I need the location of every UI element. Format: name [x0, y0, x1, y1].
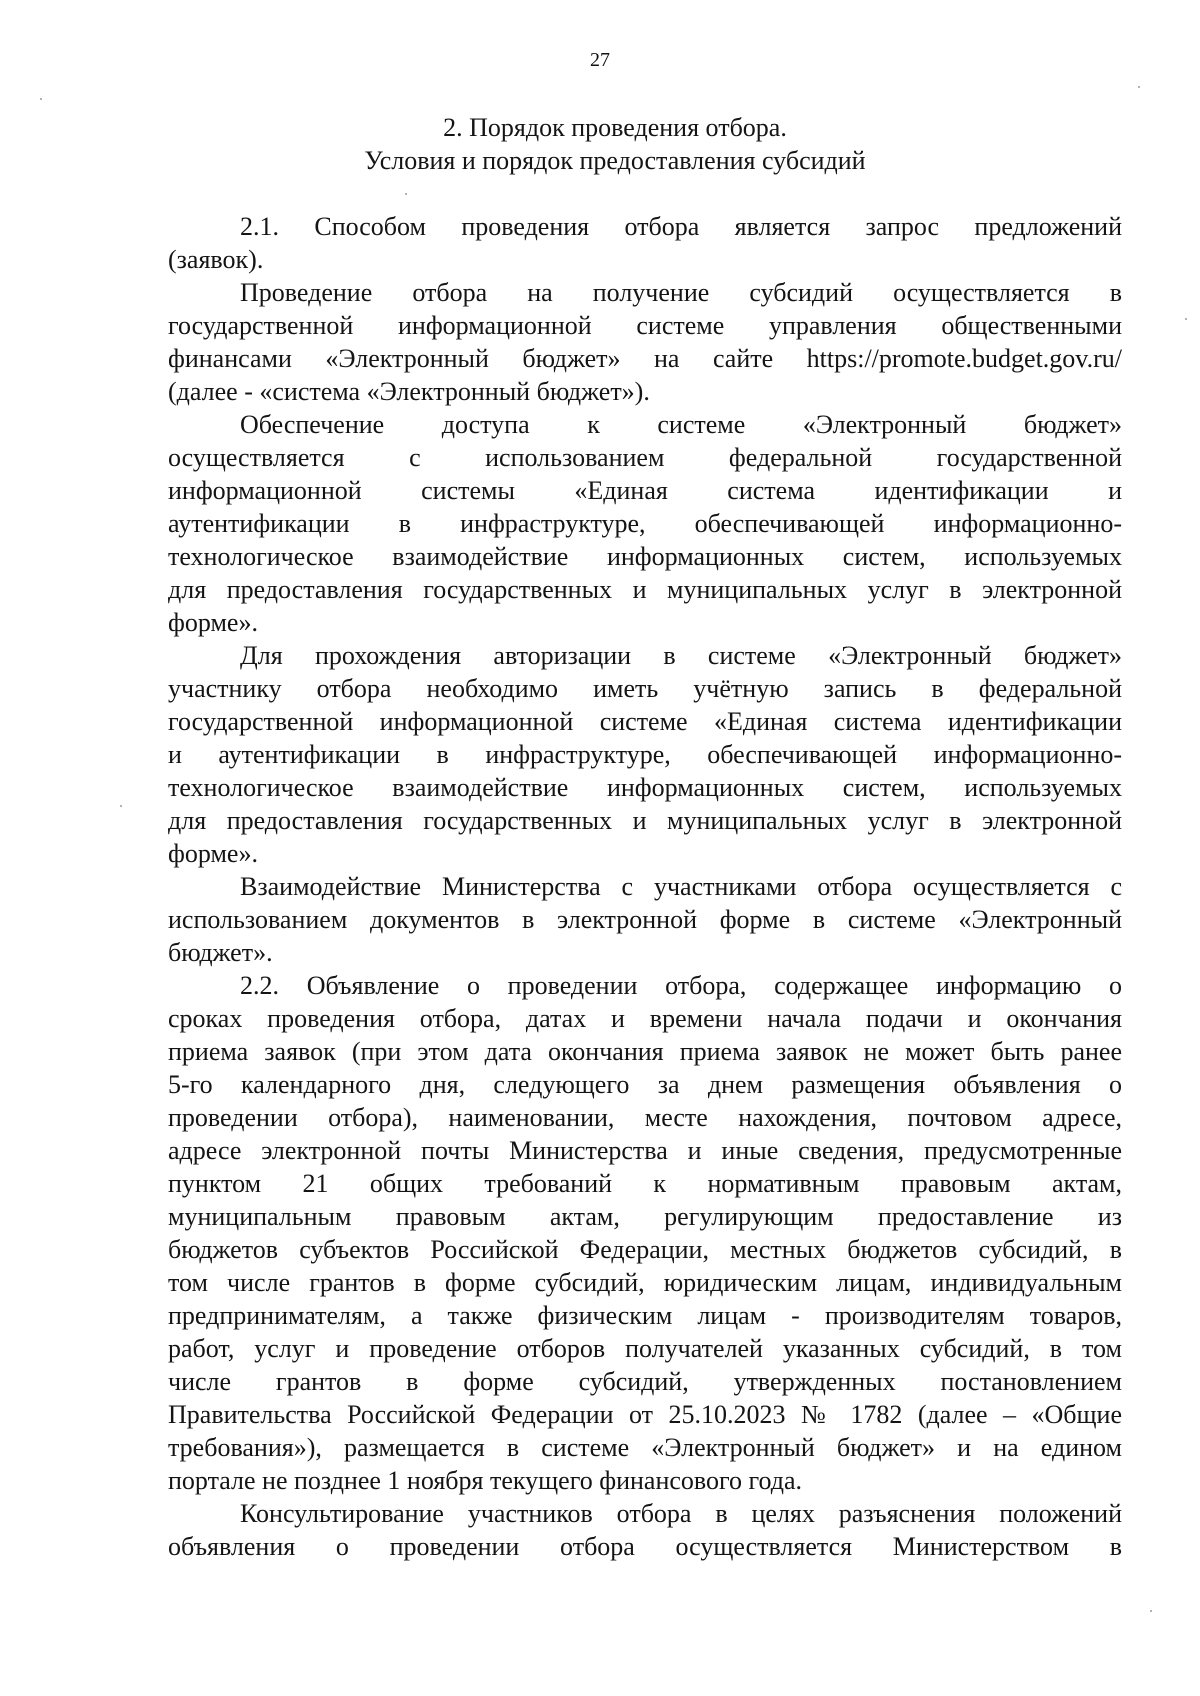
paragraph-line: государственной информационной системе управления общественными: [168, 311, 1122, 340]
paragraph-line: Правительства Российской Федерации от 25.10.2023 № 1782 (далее – «Общие: [168, 1400, 1122, 1429]
paragraph-line: работ, услуг и проведение отборов получателей указанных субсидий, в том: [168, 1334, 1122, 1363]
section-heading: [170, 111, 1060, 177]
paragraph-line: 2.1. Способом проведения отбора является запрос предложений: [240, 212, 1122, 241]
paragraph-line: финансами «Электронный бюджет» на сайте https://promote.budget.gov.ru/: [168, 344, 1122, 373]
section-heading-line-2: Условия и порядок предоставления субсидий: [364, 146, 866, 175]
paragraph-line: сроках проведения отбора, датах и времени начала подачи и окончания: [168, 1004, 1122, 1033]
paragraph-line: предпринимателям, а также физическим лицам - производителям товаров,: [168, 1301, 1122, 1330]
paragraph-line: для предоставления государственных и муниципальных услуг в электронной: [168, 806, 1122, 835]
paragraph-line: форме».: [168, 608, 258, 637]
scan-speck: [120, 805, 122, 807]
paragraph-line: объявления о проведении отбора осуществляется Министерством в: [168, 1532, 1122, 1561]
section-heading-line-1: 2. Порядок проведения отбора.: [443, 113, 787, 142]
paragraph-line: Проведение отбора на получение субсидий осуществляется в: [240, 278, 1122, 307]
paragraph-line: участнику отбора необходимо иметь учётную запись в федеральной: [168, 674, 1122, 703]
paragraph-line: государственной информационной системе «Единая система идентификации: [168, 707, 1122, 736]
paragraph-line: бюджетов субъектов Российской Федерации, местных бюджетов субсидий, в: [168, 1235, 1122, 1264]
paragraph-line: и аутентификации в инфраструктуре, обеспечивающей информационно-: [168, 740, 1122, 769]
paragraph-line: муниципальным правовым актам, регулирующим предоставление из: [168, 1202, 1122, 1231]
paragraph-line: портале не позднее 1 ноября текущего финансового года.: [168, 1466, 803, 1495]
paragraph-line: проведении отбора), наименовании, месте нахождения, почтовом адресе,: [168, 1103, 1122, 1132]
paragraph-line: приема заявок (при этом дата окончания приема заявок не может быть ранее: [168, 1037, 1122, 1066]
paragraph-line: числе грантов в форме субсидий, утвержденных постановлением: [168, 1367, 1122, 1396]
paragraph-line: Обеспечение доступа к системе «Электронный бюджет»: [240, 410, 1122, 439]
paragraph-line: технологическое взаимодействие информационных систем, используемых: [168, 542, 1122, 571]
paragraph-line: бюджет».: [168, 938, 273, 967]
paragraph-line: том числе грантов в форме субсидий, юридическим лицам, индивидуальным: [168, 1268, 1122, 1297]
paragraph-line: форме».: [168, 839, 258, 868]
paragraph-line: использованием документов в электронной форме в системе «Электронный: [168, 905, 1122, 934]
scan-speck: [40, 98, 42, 100]
scan-speck: [1185, 318, 1187, 320]
scan-speck: [1138, 86, 1140, 88]
paragraph-line: 5-го календарного дня, следующего за днем размещения объявления о: [168, 1070, 1122, 1099]
paragraph-line: Для прохождения авторизации в системе «Электронный бюджет»: [240, 641, 1122, 670]
paragraph: [168, 870, 1122, 969]
paragraph-line: Взаимодействие Министерства с участниками отбора осуществляется с: [240, 872, 1122, 901]
paragraph-line: (далее - «система «Электронный бюджет»).: [168, 377, 650, 406]
paragraph: [168, 276, 1122, 408]
paragraph-line: технологическое взаимодействие информационных систем, используемых: [168, 773, 1122, 802]
paragraph: [168, 210, 1122, 276]
paragraph-line: адресе электронной почты Министерства и иные сведения, предусмотренные: [168, 1136, 1122, 1165]
paragraph-line: осуществляется с использованием федеральной государственной: [168, 443, 1122, 472]
scan-speck: [405, 193, 407, 195]
paragraph-line: Консультирование участников отбора в целях разъяснения положений: [240, 1499, 1122, 1528]
paragraph: [168, 639, 1122, 870]
paragraph-line: информационной системы «Единая система идентификации и: [168, 476, 1122, 505]
paragraph-line: для предоставления государственных и муниципальных услуг в электронной: [168, 575, 1122, 604]
paragraph: [168, 1497, 1122, 1563]
paragraph-line: 2.2. Объявление о проведении отбора, содержащее информацию о: [240, 971, 1122, 1000]
paragraph: [168, 969, 1122, 1497]
scan-speck: [1150, 1610, 1152, 1612]
document-body: [168, 210, 1122, 1563]
page-number: 27: [590, 49, 610, 71]
paragraph-line: аутентификации в инфраструктуре, обеспечивающей информационно-: [168, 509, 1122, 538]
paragraph-line: пунктом 21 общих требований к нормативным правовым актам,: [168, 1169, 1122, 1198]
paragraph-line: (заявок).: [168, 245, 264, 274]
paragraph-line: требования»), размещается в системе «Электронный бюджет» и на едином: [168, 1433, 1122, 1462]
paragraph: [168, 408, 1122, 639]
